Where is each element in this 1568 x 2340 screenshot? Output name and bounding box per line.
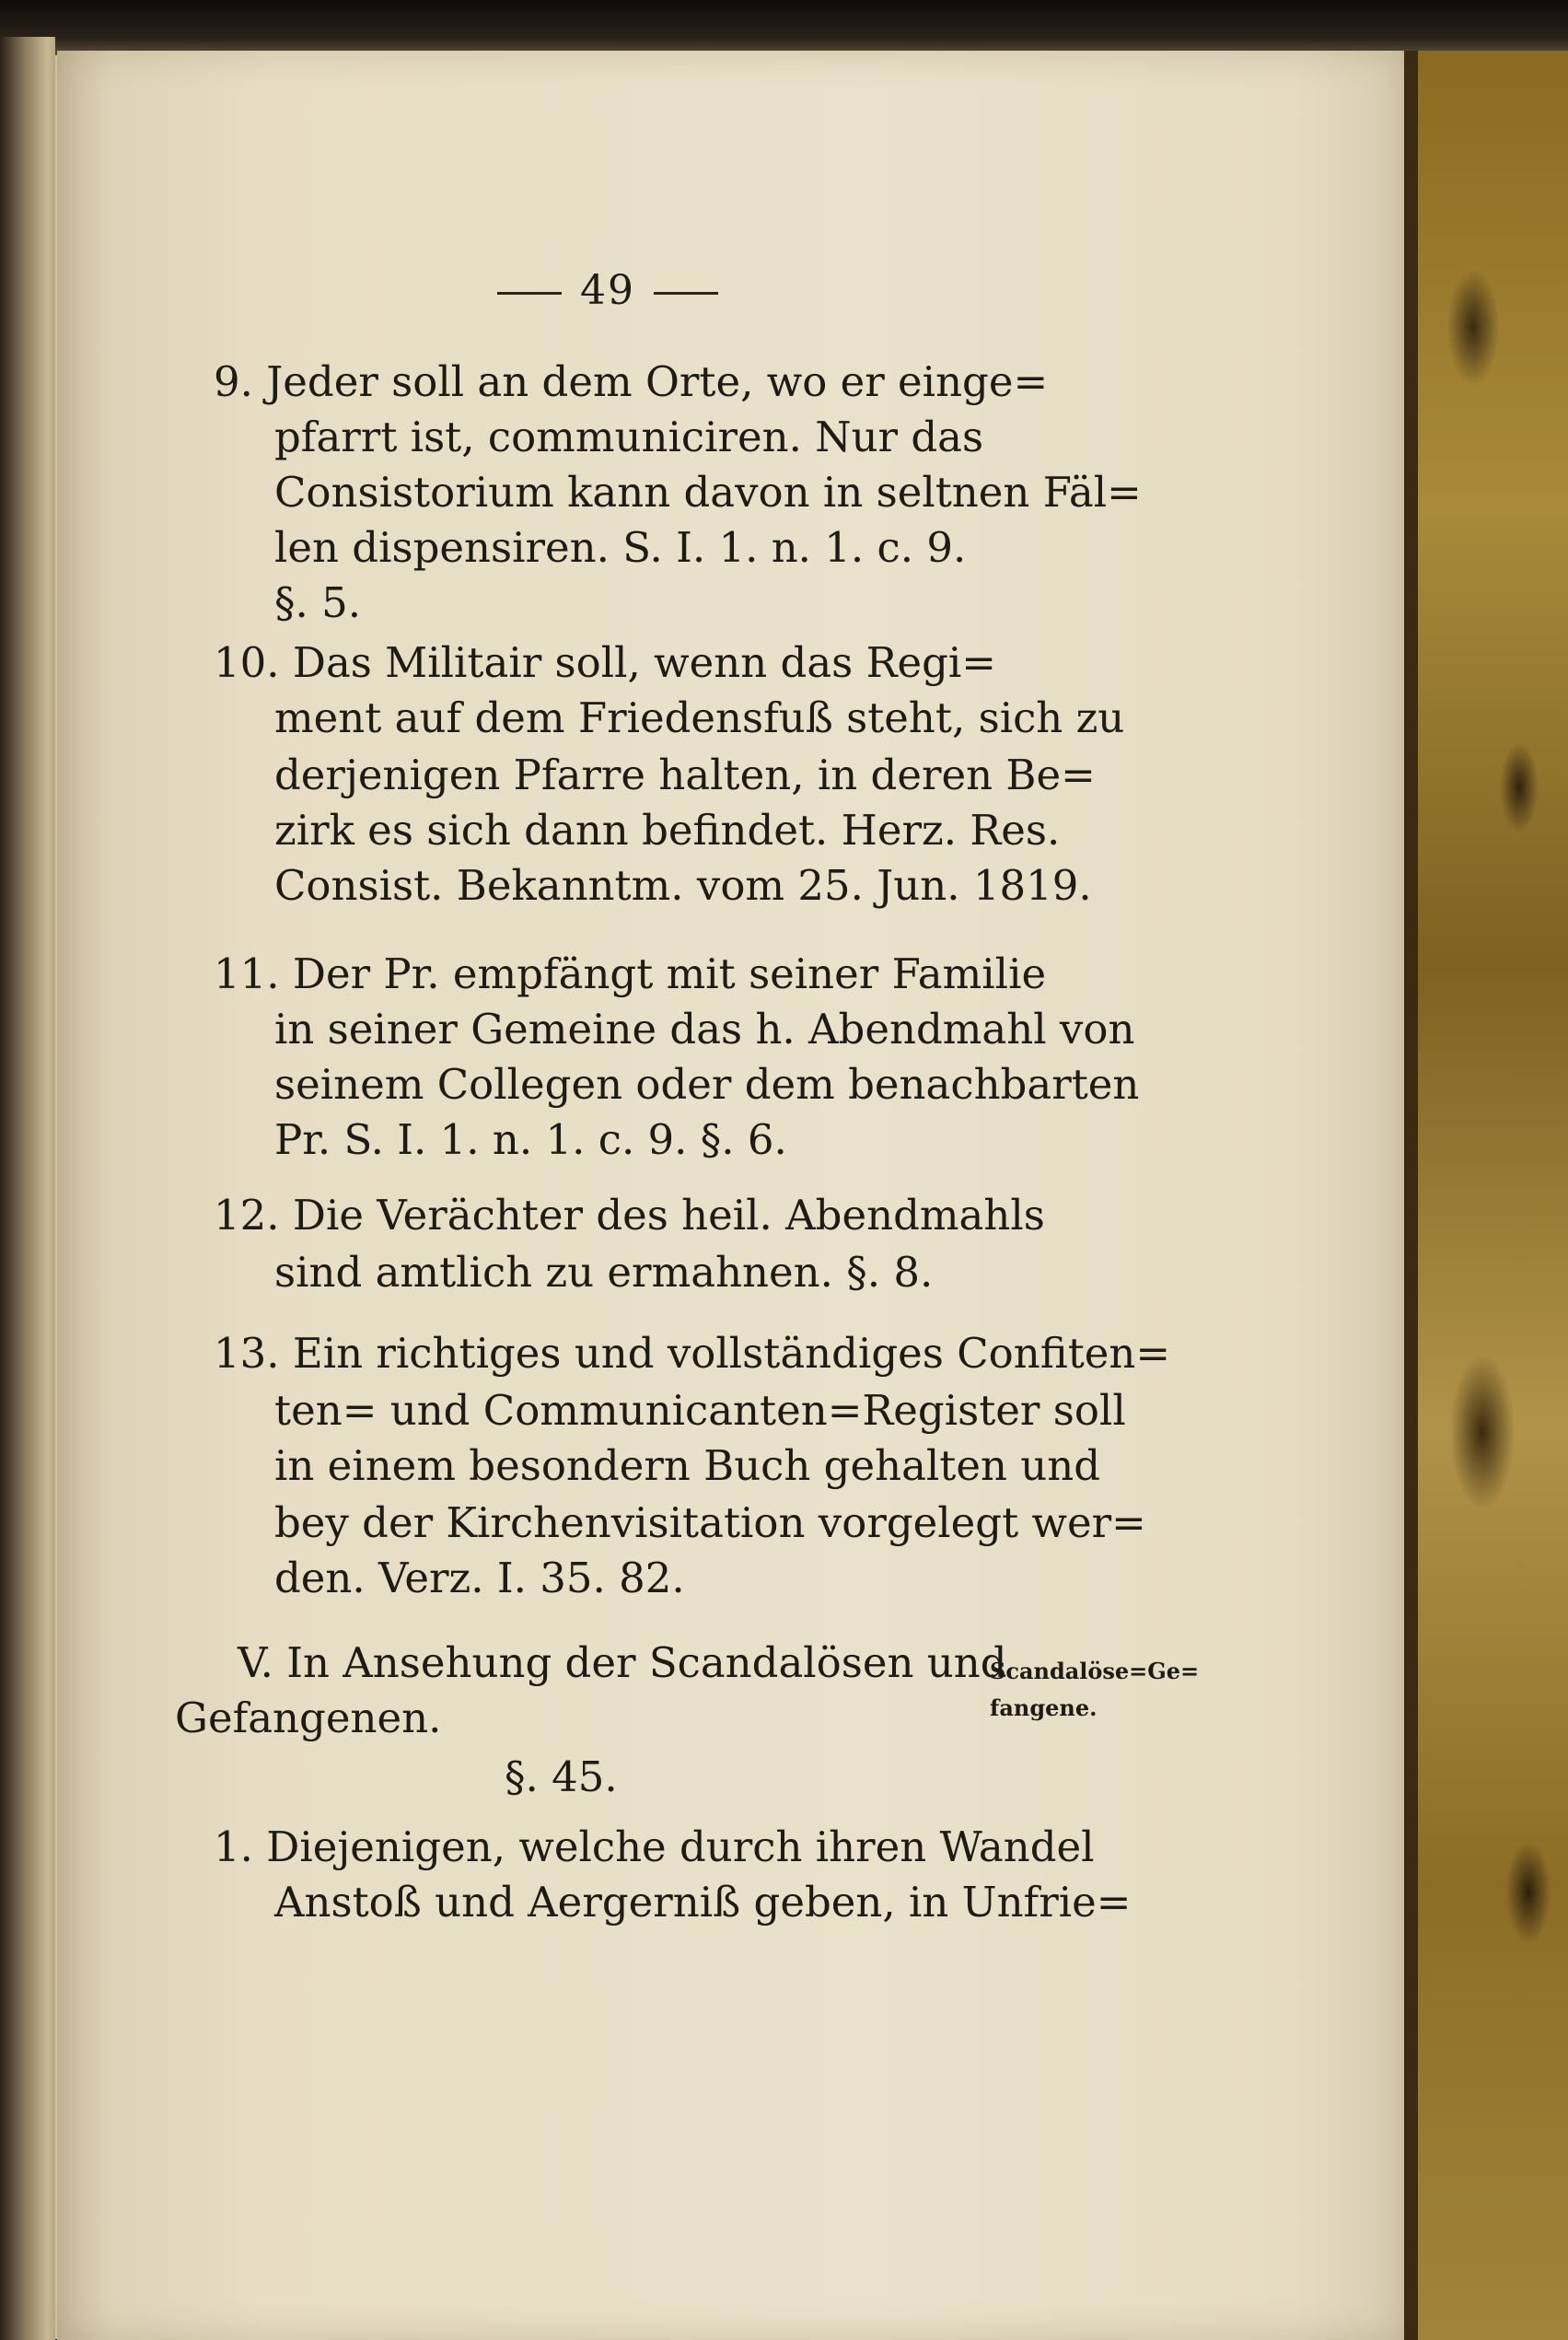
paragraph-number: §. 45. <box>505 1752 618 1801</box>
text-line: seinem Collegen oder dem benachbarten <box>274 1060 1140 1109</box>
text-line: 13. Ein richtiges und vollständiges Confiten= <box>214 1329 1171 1378</box>
margin-note: fangene. <box>990 1694 1098 1721</box>
text-line: pfarrt ist, communiciren. Nur das <box>274 413 984 461</box>
text-line: 11. Der Pr. empfängt mit seiner Familie <box>214 949 1047 998</box>
marbled-cover <box>1418 51 1568 2340</box>
dash-right <box>654 292 718 295</box>
text-line: zirk es sich dann befindet. Herz. Res. <box>274 806 1061 855</box>
text-line: len dispensiren. S. I. 1. n. 1. c. 9. <box>274 523 967 572</box>
section-heading: Gefangenen. <box>175 1694 442 1742</box>
text-line: 10. Das Militair soll, wenn das Regi= <box>214 638 996 687</box>
text-line: 12. Die Verächter des heil. Abendmahls <box>214 1191 1045 1240</box>
section-heading: V. In Ansehung der Scandalösen und <box>238 1638 1007 1687</box>
margin-note: Scandalöse=Ge= <box>990 1658 1200 1684</box>
text-line: Anstoß und Aergerniß geben, in Unfrie= <box>274 1878 1132 1927</box>
text-line: den. Verz. I. 35. 82. <box>274 1554 685 1602</box>
dash-left <box>497 292 562 295</box>
top-shadow <box>0 0 1568 55</box>
page-number <box>479 267 737 314</box>
text-line: sind amtlich zu ermahnen. §. 8. <box>274 1248 934 1297</box>
text-line: 1. Diejenigen, welche durch ihren Wandel <box>214 1822 1095 1871</box>
text-line: 9. Jeder soll an dem Orte, wo er einge= <box>214 357 1049 406</box>
book-spine <box>0 37 55 2340</box>
text-line: derjenigen Pfarre halten, in deren Be= <box>274 751 1096 799</box>
text-line: Pr. S. I. 1. n. 1. c. 9. §. 6. <box>274 1115 787 1164</box>
text-line: ment auf dem Friedensfuß steht, sich zu <box>274 693 1125 742</box>
text-line: bey der Kirchenvisitation vorgelegt wer= <box>274 1498 1146 1547</box>
text-line: Consist. Bekanntm. vom 25. Jun. 1819. <box>274 861 1092 910</box>
page-number-text: 49 <box>580 267 635 314</box>
text-line: in seiner Gemeine das h. Abendmahl von <box>274 1005 1135 1054</box>
text-line: in einem besondern Buch gehalten und <box>274 1441 1101 1490</box>
text-line: Consistorium kann davon in seltnen Fäl= <box>274 468 1142 517</box>
text-line: ten= und Communicanten=Register soll <box>274 1386 1126 1435</box>
text-line: §. 5. <box>274 578 362 627</box>
